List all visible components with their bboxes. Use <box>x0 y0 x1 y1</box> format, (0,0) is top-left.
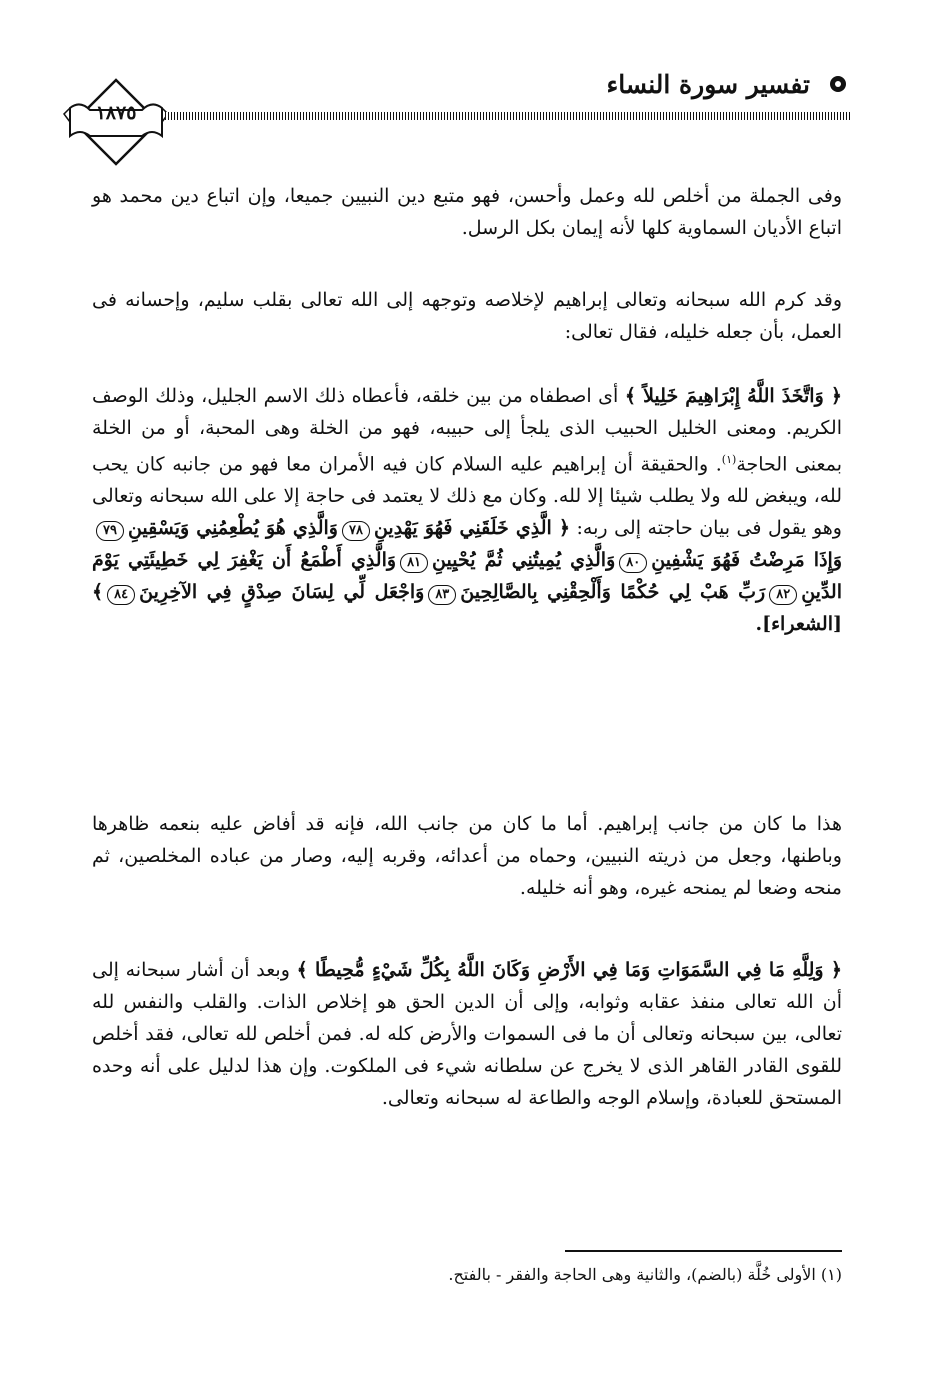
page-number-badge <box>60 60 172 170</box>
paragraph-1 <box>92 180 842 244</box>
ayah-number: ٧٨ <box>342 521 370 541</box>
ayah-number: ٨١ <box>400 553 428 573</box>
quran-verse: وَإِذَا مَرِضْتُ فَهُوَ يَشْفِينِ <box>651 549 842 572</box>
ayah-number: ٨٢ <box>769 585 797 605</box>
header-ornament-icon <box>826 74 850 94</box>
surah-reference: ﴾ [الشعراء]. <box>92 581 842 636</box>
quran-quote: ﴿ وَلِلَّهِ مَا فِي السَّمَوَاتِ وَمَا فِي الأَرْضِ وَكَانَ اللَّهُ بِكُلِّ شَيْءٍ مُّحِيطًا ﴾ <box>296 959 842 981</box>
footnote: (١) الأولى خُلَّة (بالضم)، والثانية وهى الحاجة والفقر - بالفتح. <box>448 1265 842 1284</box>
paragraph-text: وبعد أن أشار سبحانه إلى أن الله تعالى منفذ عقابه وثوابه، وإلى أن الدين الحق هو إخلاص الذات. والقلب والنفس لله تعالى، بين سبحانه وتعالى أن ما فى السموات والأرض كله له. فمن أخلص لله تعالى، فقد أخلص للقوى القادر القاهر الذى لا يخرج عن سلطانه شيء فى الملكوت. وإن هذا لدليل على أنه وحده المستحق للعبادة، وإسلام الوجه والطاعة له سبحانه وتعالى. <box>92 959 842 1109</box>
ayah-number: ٧٩ <box>96 521 124 541</box>
ayah-number: ٨٣ <box>428 585 456 605</box>
quran-verse: وَالَّذِي هُوَ يُطْعِمُنِي وَيَسْقِينِ <box>127 517 338 540</box>
quran-verse: وَالَّذِي يُمِيتُنِي ثُمَّ يُحْيِينِ <box>432 549 616 572</box>
footnote-divider <box>565 1250 842 1252</box>
paragraph-5 <box>92 954 842 1114</box>
paragraph-text: أى اصطفاه من بين خلقه، فأعطاه ذلك الاسم الجليل، وذلك الوصف الكريم. ومعنى الخليل الحبيب الذى يلجأ إلى حبيبه، فهو من الخلة وهى المحبة، أو من الخلة بمعنى الحاجة <box>92 385 842 476</box>
ayah-number: ٨٠ <box>619 553 647 573</box>
paragraph-2 <box>92 284 842 348</box>
quran-verse: رَبِّ هَبْ لِي حُكْمًا وَأَلْحِقْنِي بِالصَّالِحِينَ <box>460 581 766 604</box>
paragraph-4 <box>92 808 842 904</box>
paragraph-text: هذا ما كان من جانب إبراهيم. أما ما كان من جانب الله، فإنه قد أفاض عليه بنعمه ظاهرها وباطنها، وجعل من ذريته النبيين، وحماه من أعدائه، وقربه إليه، وصار من عباده المخلصين، ثم منحه وضعا لم يمنحه غيره، وهو أنه خليله. <box>92 813 842 899</box>
paragraph-text: وفى الجملة من أخلص لله وعمل وأحسن، فهو متبع دين النبيين جميعا، وإن اتباع دين محمد هو اتباع الأديان السماوية كلها لأنه إيمان بكل الرسل. <box>92 185 842 239</box>
page-header <box>60 60 850 170</box>
footnote-ref: (١) <box>721 453 737 466</box>
paragraph-text: . والحقيقة أن إبراهيم عليه السلام كان فيه الأمران معا فهو من جانبه كان يحب لله، ويبغض لله ولا يطلب شيئا إلا لله. وكان مع ذلك لا يعتمد فى حاجة إلا على الله سبحانه وتعالى وهو يقول فى بيان حاجته إلى ربه: <box>92 453 842 540</box>
quran-verse: وَالَّذِي أَطْمَعُ أَن يَغْفِرَ لِي خَطِيئَتِي يَوْمَ الدِّينِ <box>92 549 842 604</box>
header-rule <box>165 112 850 120</box>
quran-verse: ﴿ الَّذِي خَلَقَنِي فَهُوَ يَهْدِينِ <box>373 517 571 540</box>
paragraph-text: وقد كرم الله سبحانه وتعالى إبراهيم لإخلاصه وتوجهه إلى الله تعالى بقلب سليم، وإحسانه فى العمل، بأن جعله خليله، فقال تعالى: <box>92 289 842 343</box>
ayah-number: ٨٤ <box>107 585 135 605</box>
quran-verse: وَاجْعَل لِّي لِسَانَ صِدْقٍ فِي الآخِرِينَ <box>139 581 425 604</box>
quran-quote: ﴿ وَاتَّخَذَ اللَّهُ إِبْرَاهِيمَ خَلِيلاً ﴾ <box>624 385 842 407</box>
page-number: ١٨٧٥ <box>95 102 137 124</box>
paragraph-3 <box>92 380 842 640</box>
page-title: تفسير سورة النساء <box>606 70 810 99</box>
